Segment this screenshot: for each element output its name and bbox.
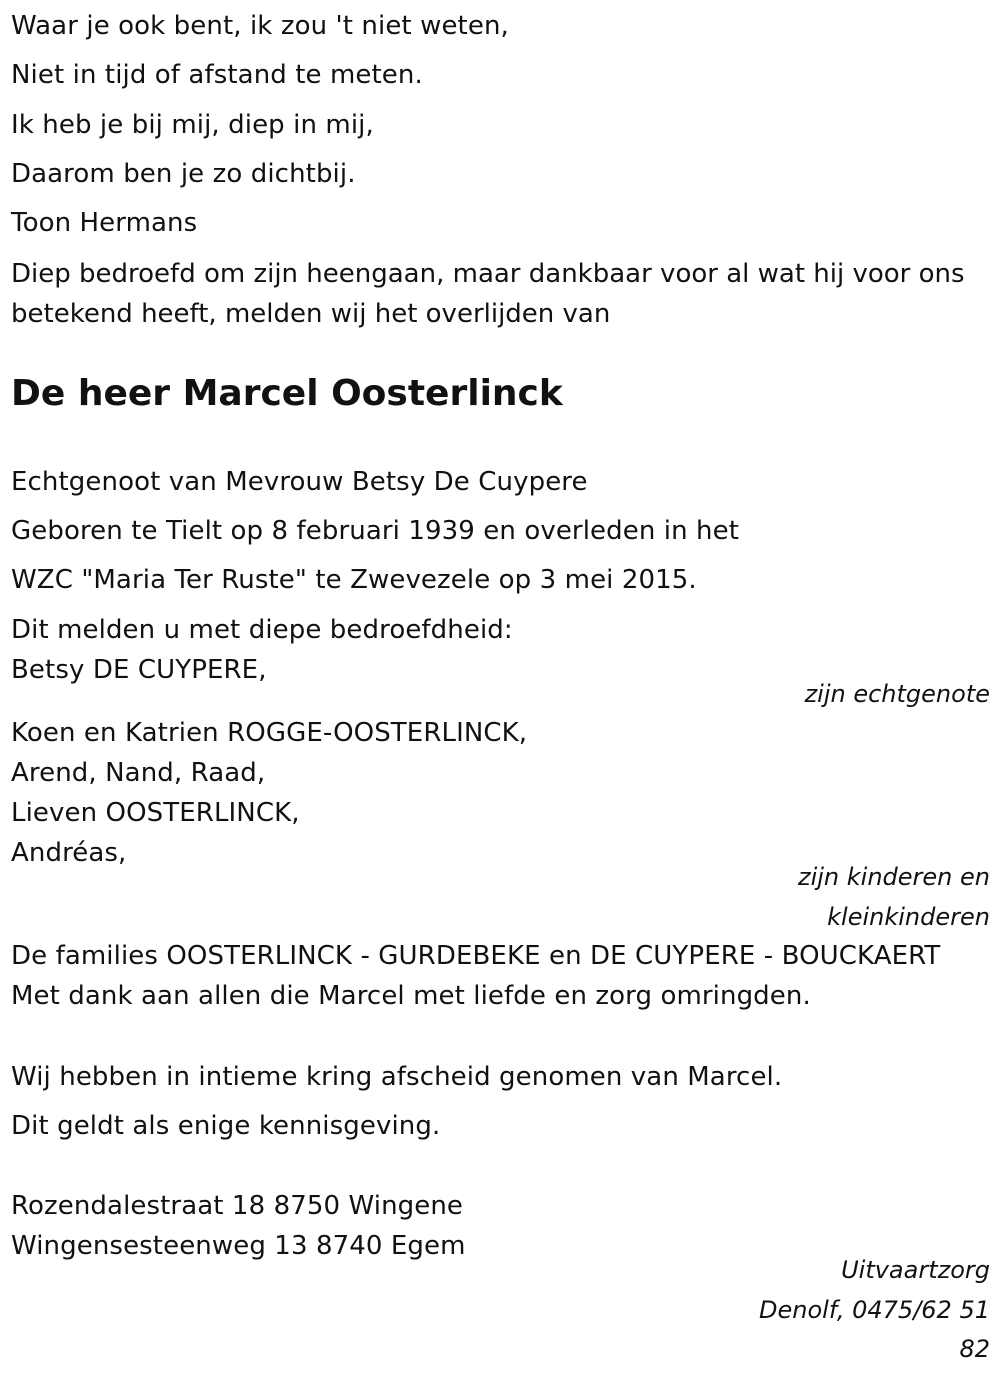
poem-line-4: Daarom ben je zo dichtbij.	[11, 159, 356, 189]
detail-death-line: WZC "Maria Ter Ruste" te Zwevezele op 3 mei 2015.	[11, 565, 697, 595]
poem-author: Toon Hermans	[11, 208, 198, 238]
address-line-1: Rozendalestraat 18 8750 Wingene	[11, 1191, 464, 1221]
detail-announce-line: Dit melden u met diepe bedroefdheid:	[11, 615, 513, 645]
notice-line: Dit geldt als enige kennisgeving.	[11, 1111, 441, 1141]
children-role-line-2: kleinkinderen	[827, 903, 990, 931]
child-name-1: Koen en Katrien ROGGE-OOSTERLINCK,	[11, 718, 528, 748]
farewell-line: Wij hebben in intieme kring afscheid genomen van Marcel.	[11, 1062, 783, 1092]
children-role-line-1: zijn kinderen en	[798, 863, 990, 891]
funeral-home-line-1: Uitvaartzorg	[841, 1256, 990, 1284]
detail-spouse-line: Echtgenoot van Mevrouw Betsy De Cuypere	[11, 467, 588, 497]
child-name-3: Lieven OOSTERLINCK,	[11, 798, 300, 828]
thanks-line: Met dank aan allen die Marcel met liefde en zorg omringden.	[11, 981, 811, 1011]
spouse-name: Betsy DE CUYPERE,	[11, 655, 267, 685]
address-line-2: Wingensesteenweg 13 8740 Egem	[11, 1231, 466, 1261]
spouse-role: zijn echtgenote	[804, 680, 990, 708]
funeral-home-line-3: 82	[959, 1335, 990, 1363]
intro-text: Diep bedroefd om zijn heengaan, maar dankbaar voor al wat hij voor ons betekend heeft, melden wij het overlijden van	[11, 259, 965, 329]
poem-line-1: Waar je ook bent, ik zou 't niet weten,	[11, 11, 509, 41]
funeral-home-line-2: Denolf, 0475/62 51	[759, 1296, 990, 1324]
child-name-2: Arend, Nand, Raad,	[11, 758, 266, 788]
poem-line-2: Niet in tijd of afstand te meten.	[11, 60, 423, 90]
deceased-name: De heer Marcel Oosterlinck	[11, 373, 563, 414]
detail-birth-line: Geboren te Tielt op 8 februari 1939 en overleden in het	[11, 516, 740, 546]
families-line: De families OOSTERLINCK - GURDEBEKE en DE CUYPERE - BOUCKAERT	[11, 941, 941, 971]
child-name-4: Andréas,	[11, 838, 127, 868]
poem-line-3: Ik heb je bij mij, diep in mij,	[11, 110, 374, 140]
